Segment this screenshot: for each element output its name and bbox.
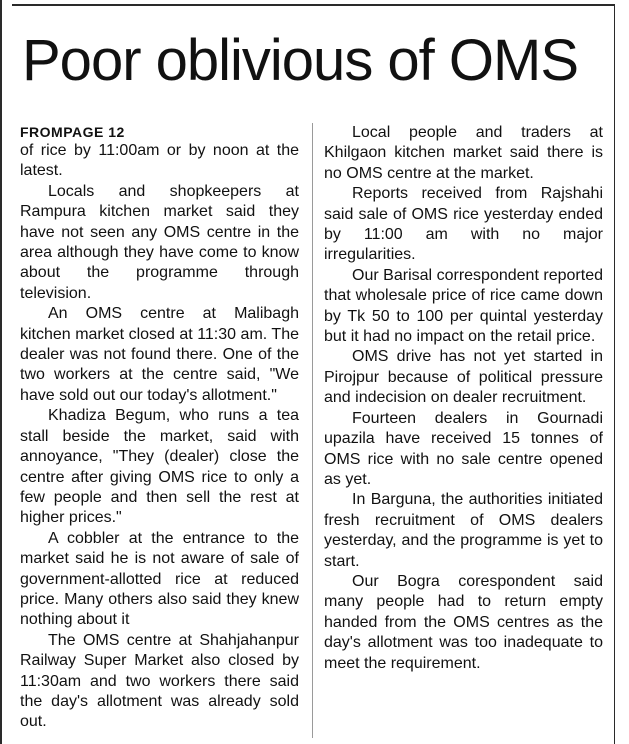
headline: Poor oblivious of OMS: [22, 28, 579, 93]
paragraph: Our Barisal correspondent reported that wholesale price of rice came down by Tk 50 to 100 per quintal yesterday but it had no impact on the retail price.: [324, 266, 603, 346]
paragraph: Locals and shopkeepers at Rampura kitchen market said they have not seen any OMS centre in the area although they have come to know about the programme through television.: [20, 182, 299, 302]
left-column: [20, 123, 299, 733]
paragraph: Reports received from Rajshahi said sale of OMS rice yesterday ended by 11:00 am with no major irregularities.: [324, 185, 603, 264]
paragraph: Our Bogra corespondent said many people had to return empty handed from the OMS centres as the day's allotment was too inadequate to meet the requirement.: [324, 572, 603, 672]
column-divider: [312, 123, 313, 738]
top-border-rule: [12, 4, 615, 6]
paragraph: OMS drive has not yet started in Pirojpur because of political pressure and indecision on dealer recruitment.: [324, 348, 603, 407]
paragraph: In Barguna, the authorities initiated fresh recruitment of OMS dealers yesterday, and the programme is yet to start.: [324, 491, 603, 570]
right-border-rule: [614, 4, 615, 744]
paragraph: of rice by 11:00am or by noon at the latest.: [20, 142, 299, 180]
paragraph: Khadiza Begum, who runs a tea stall beside the market, said with annoyance, "They (dealer) close the centre after giving OMS rice to only a few people and then sell the rest at higher prices.": [20, 407, 299, 527]
paragraph: A cobbler at the entrance to the market said he is not aware of sale of government-allotted rice at reduced price. Many others also said they knew nothing about it: [20, 529, 299, 629]
jump-label: FROMPAGE 12: [20, 124, 125, 140]
paragraph: Local people and traders at Khilgaon kitchen market said there is no OMS centre at the market.: [324, 124, 603, 182]
paragraph: Fourteen dealers in Gournadi upazila have received 15 tonnes of OMS rice with no sale centre opened as yet.: [324, 409, 603, 488]
paragraph: An OMS centre at Malibagh kitchen market closed at 11:30 am. The dealer was not found there. One of the two workers at the centre said, "We have sold out our today's allotment.": [20, 305, 299, 404]
paragraph: The OMS centre at Shahjahanpur Railway Super Market also closed by 11:30am and two workers there said the day's allotment was already sold out.: [20, 631, 299, 731]
right-column: [324, 123, 603, 674]
